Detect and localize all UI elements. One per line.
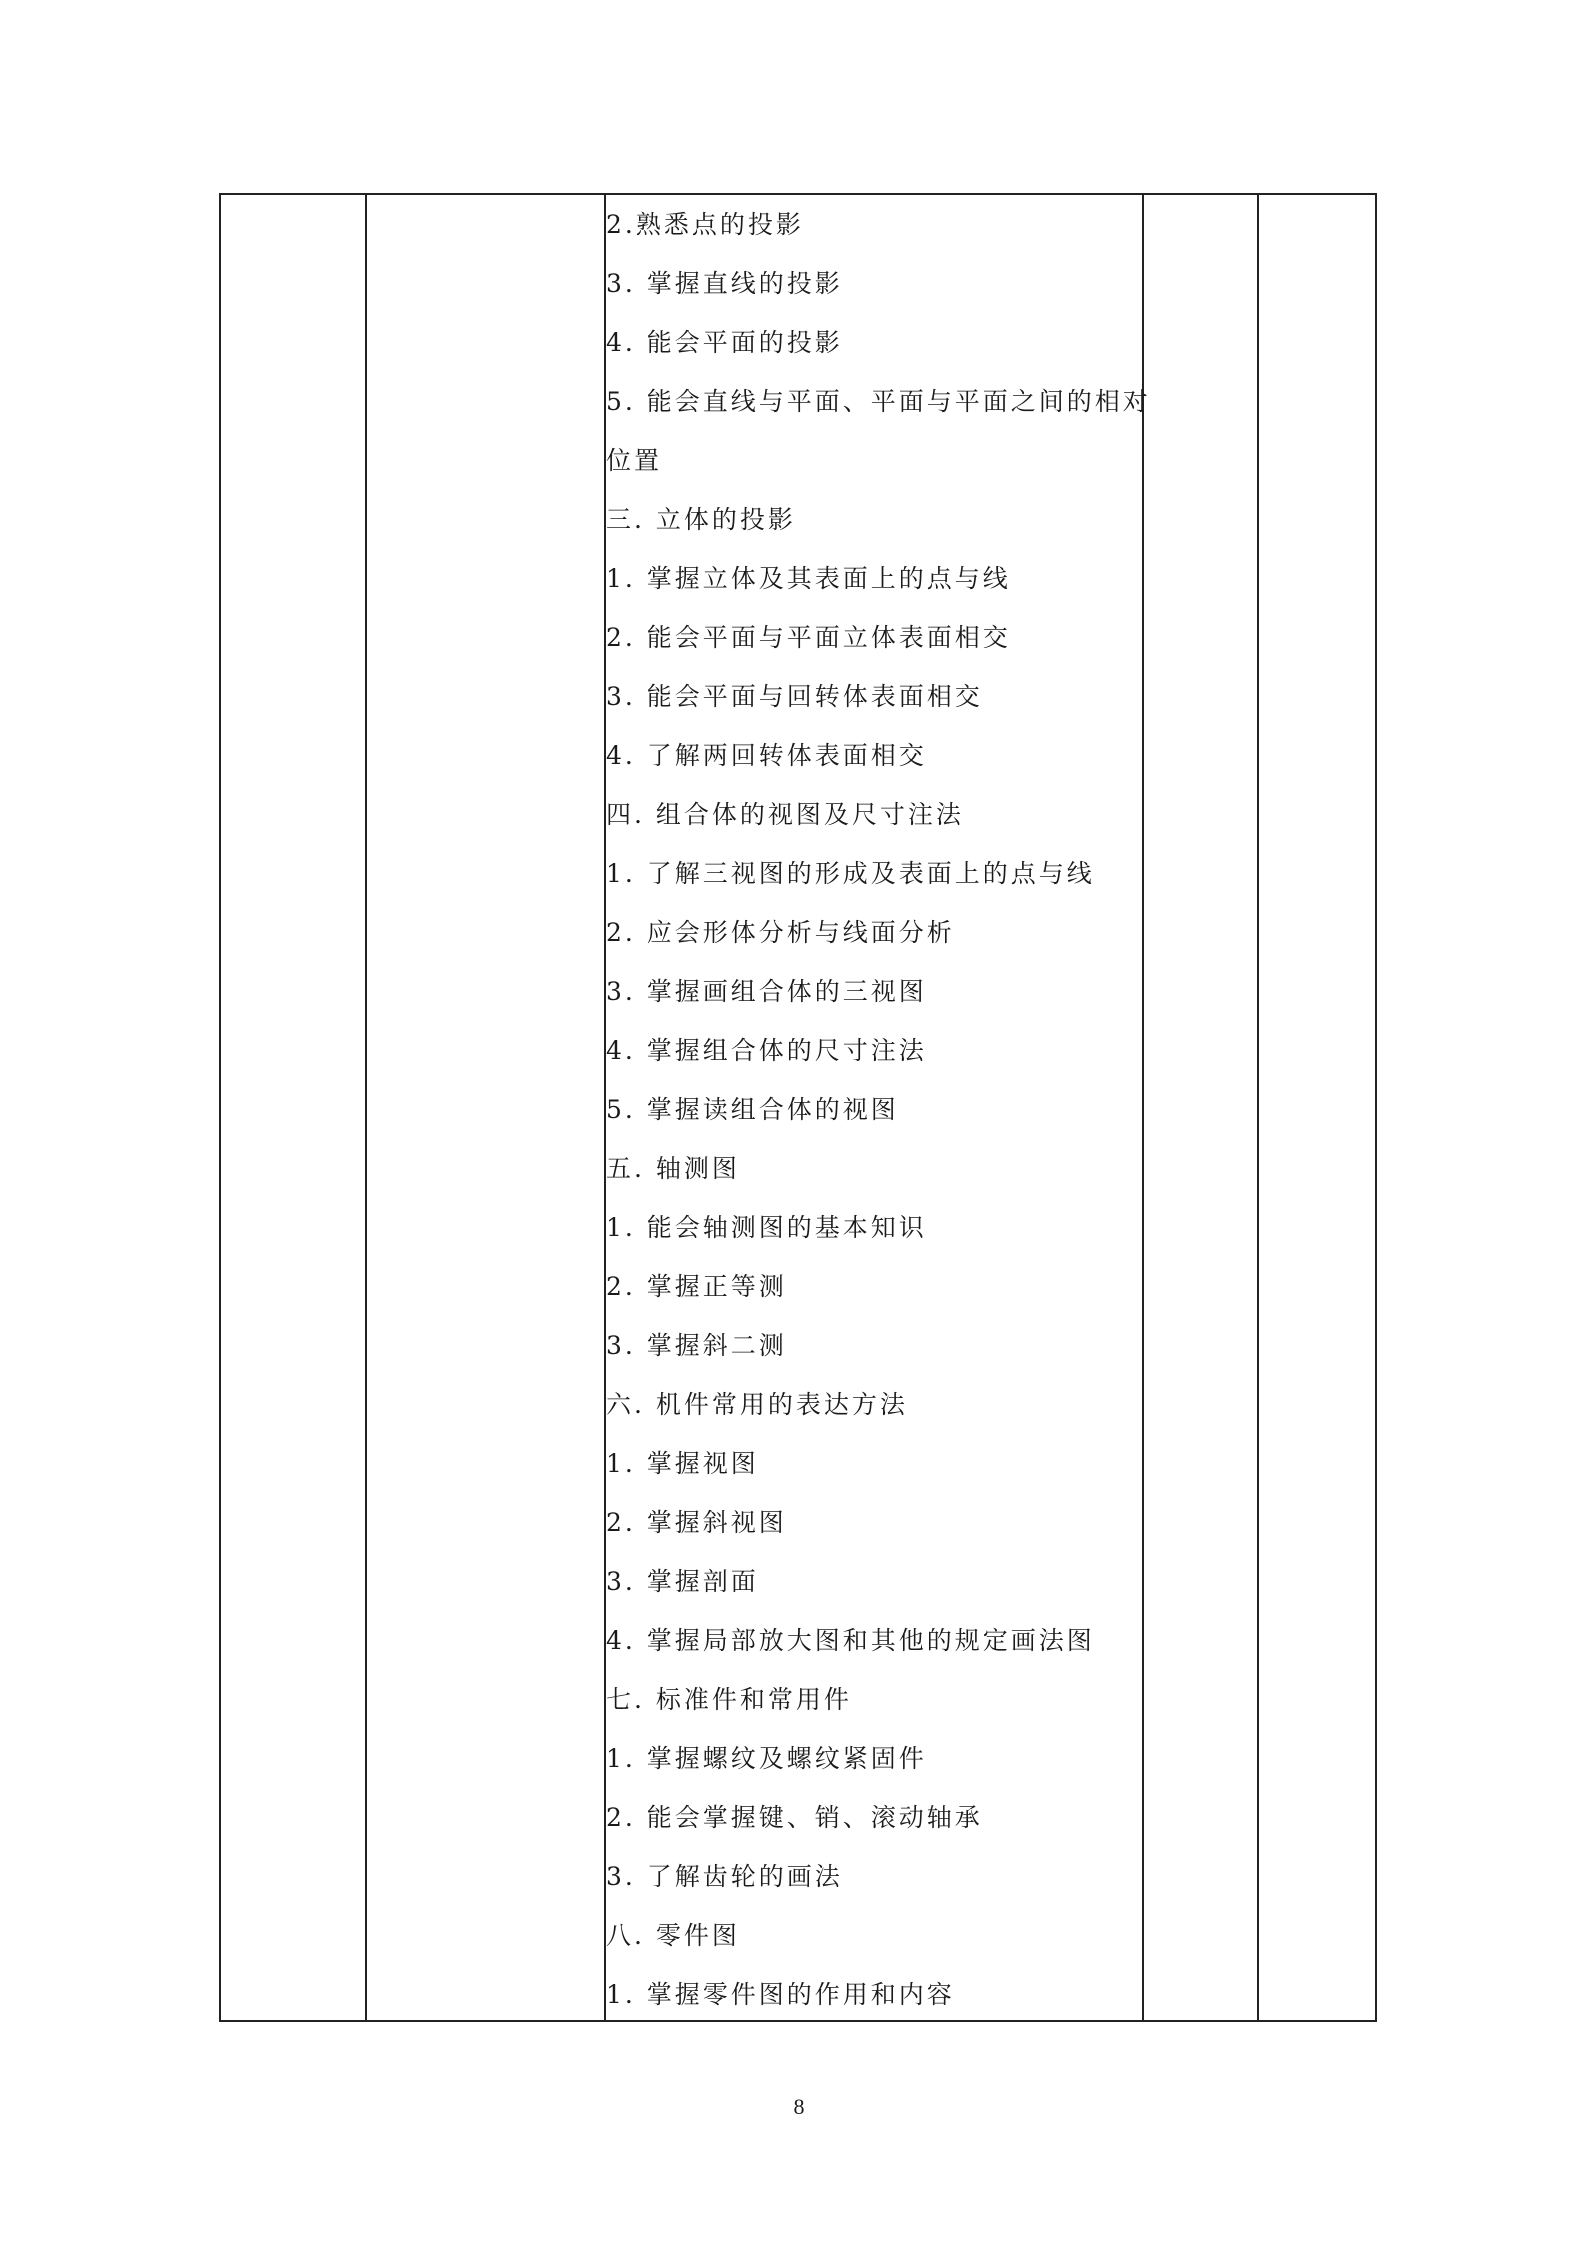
content-line: 3. 掌握斜二测 (606, 1331, 787, 1360)
content-line: 1. 了解三视图的形成及表面上的点与线 (606, 859, 1095, 888)
content-line: 位置 (606, 446, 663, 475)
content-line: 八. 零件图 (606, 1921, 740, 1950)
content-line: 三. 立体的投影 (606, 505, 796, 534)
page-number: 8 (793, 2094, 805, 2119)
content-line: 2.熟悉点的投影 (606, 210, 804, 239)
content-line: 四. 组合体的视图及尺寸注法 (606, 800, 964, 829)
content-line: 3. 了解齿轮的画法 (606, 1862, 843, 1891)
content-line: 六. 机件常用的表达方法 (606, 1390, 908, 1419)
content-line: 1. 掌握视图 (606, 1449, 759, 1478)
column-divider-3 (1142, 195, 1144, 2020)
content-line: 1. 掌握螺纹及螺纹紧固件 (606, 1744, 927, 1773)
syllabus-table (219, 193, 1377, 2022)
content-line: 1. 能会轴测图的基本知识 (606, 1213, 927, 1242)
content-line: 七. 标准件和常用件 (606, 1685, 852, 1714)
content-line: 五. 轴测图 (606, 1154, 740, 1183)
content-line: 4. 能会平面的投影 (606, 328, 843, 357)
content-line: 2. 能会平面与平面立体表面相交 (606, 623, 1011, 652)
content-line: 3. 掌握剖面 (606, 1567, 759, 1596)
column-divider-1 (365, 195, 367, 2020)
content-line: 2. 掌握正等测 (606, 1272, 787, 1301)
content-line: 5. 掌握读组合体的视图 (606, 1095, 899, 1124)
content-line: 2. 掌握斜视图 (606, 1508, 787, 1537)
content-line: 1. 掌握立体及其表面上的点与线 (606, 564, 1011, 593)
column-divider-4 (1257, 195, 1259, 2020)
content-line: 4. 了解两回转体表面相交 (606, 741, 927, 770)
content-line: 2. 应会形体分析与线面分析 (606, 918, 955, 947)
content-line: 3. 掌握画组合体的三视图 (606, 977, 927, 1006)
content-line: 5. 能会直线与平面、平面与平面之间的相对 (606, 387, 1151, 416)
content-line: 4. 掌握局部放大图和其他的规定画法图 (606, 1626, 1095, 1655)
content-line: 1. 掌握零件图的作用和内容 (606, 1980, 955, 2009)
content-line: 3. 能会平面与回转体表面相交 (606, 682, 983, 711)
content-line: 3. 掌握直线的投影 (606, 269, 843, 298)
content-line: 2. 能会掌握键、销、滚动轴承 (606, 1803, 983, 1832)
content-line: 4. 掌握组合体的尺寸注法 (606, 1036, 927, 1065)
